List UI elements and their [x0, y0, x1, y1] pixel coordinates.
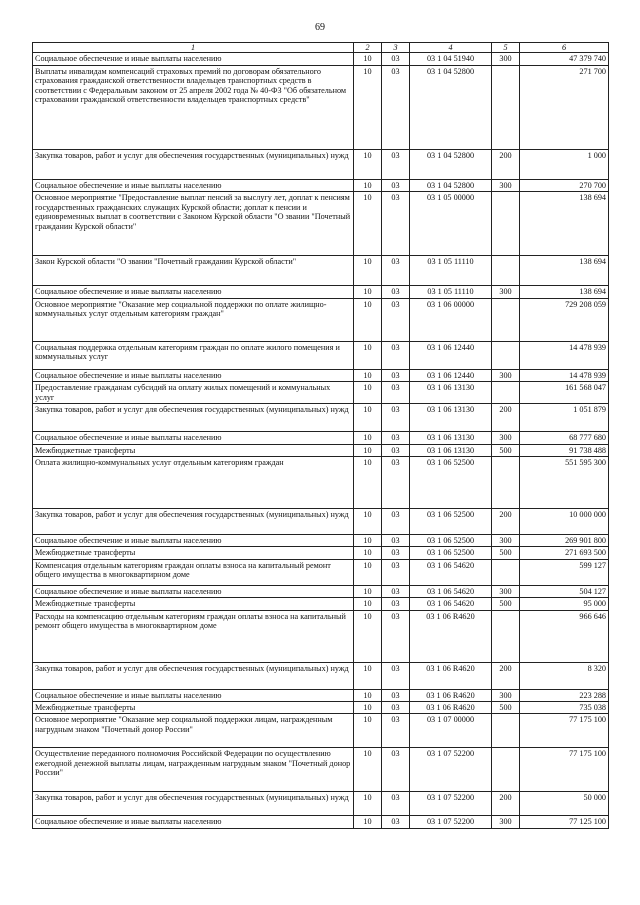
cell-section: 10	[354, 404, 382, 432]
cell-target-article: 03 1 06 54620	[410, 598, 492, 610]
cell-expense-type: 300	[492, 585, 520, 597]
table-row	[33, 65, 609, 149]
cell-section: 10	[354, 714, 382, 748]
cell-subsection: 03	[382, 444, 410, 456]
cell-amount: 77 175 100	[520, 714, 609, 748]
cell-subsection: 03	[382, 149, 410, 179]
cell-amount: 551 595 300	[520, 456, 609, 508]
cell-expense-type	[492, 748, 520, 792]
header-col-6: 6	[520, 43, 609, 53]
cell-subsection: 03	[382, 534, 410, 546]
cell-target-article: 03 1 06 52500	[410, 547, 492, 559]
cell-section: 10	[354, 547, 382, 559]
cell-amount: 138 694	[520, 192, 609, 256]
cell-target-article: 03 1 07 52200	[410, 792, 492, 816]
cell-name: Межбюджетные трансферты	[33, 547, 354, 559]
cell-subsection: 03	[382, 256, 410, 286]
cell-amount: 138 694	[520, 286, 609, 298]
cell-subsection: 03	[382, 508, 410, 534]
cell-section: 10	[354, 610, 382, 662]
cell-subsection: 03	[382, 792, 410, 816]
cell-name: Закон Курской области "О звании "Почетный гражданин Курской области"	[33, 256, 354, 286]
cell-subsection: 03	[382, 559, 410, 585]
table-row	[33, 662, 609, 689]
cell-section: 10	[354, 53, 382, 65]
cell-expense-type	[492, 298, 520, 341]
cell-target-article: 03 1 05 11110	[410, 256, 492, 286]
cell-amount: 1 000	[520, 149, 609, 179]
cell-expense-type: 200	[492, 508, 520, 534]
cell-name: Социальное обеспечение и иные выплаты населению	[33, 816, 354, 828]
cell-amount: 223 288	[520, 689, 609, 701]
cell-section: 10	[354, 559, 382, 585]
cell-expense-type	[492, 382, 520, 404]
cell-amount: 966 646	[520, 610, 609, 662]
cell-subsection: 03	[382, 286, 410, 298]
cell-target-article: 03 1 06 52500	[410, 456, 492, 508]
cell-expense-type: 300	[492, 689, 520, 701]
cell-subsection: 03	[382, 816, 410, 828]
cell-amount: 14 478 939	[520, 341, 609, 369]
cell-target-article: 03 1 07 00000	[410, 714, 492, 748]
cell-target-article: 03 1 06 54620	[410, 585, 492, 597]
header-col-1: 1	[33, 43, 354, 53]
cell-subsection: 03	[382, 585, 410, 597]
cell-expense-type	[492, 192, 520, 256]
cell-target-article: 03 1 07 52200	[410, 748, 492, 792]
cell-amount: 77 125 100	[520, 816, 609, 828]
table-row	[33, 298, 609, 341]
table-row	[33, 341, 609, 369]
cell-expense-type	[492, 714, 520, 748]
cell-amount: 271 700	[520, 65, 609, 149]
cell-subsection: 03	[382, 404, 410, 432]
cell-target-article: 03 1 05 11110	[410, 286, 492, 298]
table-row	[33, 714, 609, 748]
cell-expense-type: 200	[492, 662, 520, 689]
cell-expense-type	[492, 341, 520, 369]
cell-subsection: 03	[382, 298, 410, 341]
cell-amount: 599 127	[520, 559, 609, 585]
cell-name: Закупка товаров, работ и услуг для обеспечения государственных (муниципальных) нужд	[33, 662, 354, 689]
table-row	[33, 547, 609, 559]
cell-expense-type: 300	[492, 53, 520, 65]
cell-name: Социальное обеспечение и иные выплаты населению	[33, 53, 354, 65]
table-row	[33, 585, 609, 597]
table-row	[33, 534, 609, 546]
cell-subsection: 03	[382, 65, 410, 149]
cell-name: Закупка товаров, работ и услуг для обеспечения государственных (муниципальных) нужд	[33, 404, 354, 432]
cell-expense-type: 300	[492, 816, 520, 828]
table-row	[33, 508, 609, 534]
cell-target-article: 03 1 04 52800	[410, 149, 492, 179]
cell-name: Основное мероприятие "Предоставление выплат пенсий за выслугу лет, доплат к пенсиям государственных гражданских служащих Курской области; доплат к пенсии и единовременных выплат в соответствии с Законом Курской области "О звании "Почетный гражданин Курской области"	[33, 192, 354, 256]
cell-expense-type: 200	[492, 792, 520, 816]
table-row	[33, 369, 609, 381]
cell-subsection: 03	[382, 748, 410, 792]
cell-target-article: 03 1 04 52800	[410, 65, 492, 149]
table-row	[33, 404, 609, 432]
cell-subsection: 03	[382, 547, 410, 559]
cell-target-article: 03 1 04 52800	[410, 179, 492, 191]
cell-name: Предоставление гражданам субсидий на оплату жилых помещений и коммунальных услуг	[33, 382, 354, 404]
cell-section: 10	[354, 382, 382, 404]
cell-expense-type	[492, 610, 520, 662]
cell-expense-type	[492, 256, 520, 286]
cell-name: Межбюджетные трансферты	[33, 598, 354, 610]
cell-name: Расходы на компенсацию отдельным категориям граждан оплаты взноса на капитальный ремонт общего имущества в многоквартирном доме	[33, 610, 354, 662]
cell-amount: 270 700	[520, 179, 609, 191]
cell-target-article: 03 1 06 13130	[410, 404, 492, 432]
cell-name: Закупка товаров, работ и услуг для обеспечения государственных (муниципальных) нужд	[33, 149, 354, 179]
cell-subsection: 03	[382, 53, 410, 65]
cell-expense-type	[492, 559, 520, 585]
cell-expense-type: 300	[492, 534, 520, 546]
cell-name: Основное мероприятие "Оказание мер социальной поддержки по оплате жилищно-коммунальных услуг отдельным категориям граждан"	[33, 298, 354, 341]
cell-expense-type: 300	[492, 286, 520, 298]
cell-section: 10	[354, 598, 382, 610]
cell-subsection: 03	[382, 179, 410, 191]
cell-target-article: 03 1 06 13130	[410, 382, 492, 404]
cell-subsection: 03	[382, 689, 410, 701]
table-row	[33, 792, 609, 816]
header-col-2: 2	[354, 43, 382, 53]
cell-target-article: 03 1 06 52500	[410, 534, 492, 546]
cell-target-article: 03 1 06 12440	[410, 369, 492, 381]
cell-target-article: 03 1 06 13130	[410, 432, 492, 444]
table-row	[33, 610, 609, 662]
cell-subsection: 03	[382, 432, 410, 444]
cell-amount: 735 038	[520, 702, 609, 714]
cell-subsection: 03	[382, 382, 410, 404]
table-row	[33, 702, 609, 714]
cell-section: 10	[354, 256, 382, 286]
cell-amount: 8 320	[520, 662, 609, 689]
cell-name: Осуществление переданного полномочия Российской Федерации по осуществлению ежегодной денежной выплаты лицам, награжденным нагрудным знаком "Почетный донор России"	[33, 748, 354, 792]
cell-amount: 95 000	[520, 598, 609, 610]
table-row	[33, 256, 609, 286]
cell-amount: 138 694	[520, 256, 609, 286]
cell-name: Выплаты инвалидам компенсаций страховых премий по договорам обязательного страхования гражданской ответственности владельцев транспортных средств в соответствии с Федеральным законом от 25 апреля 2002 года № 40-ФЗ "Об обязательном страховании гражданской ответственности владельцев транспортных средств"	[33, 65, 354, 149]
cell-target-article: 03 1 06 54620	[410, 559, 492, 585]
table-row	[33, 456, 609, 508]
cell-target-article: 03 1 04 51940	[410, 53, 492, 65]
cell-subsection: 03	[382, 192, 410, 256]
cell-amount: 271 693 500	[520, 547, 609, 559]
table-row	[33, 382, 609, 404]
cell-amount: 68 777 680	[520, 432, 609, 444]
cell-section: 10	[354, 662, 382, 689]
cell-target-article: 03 1 06 R4620	[410, 689, 492, 701]
cell-section: 10	[354, 508, 382, 534]
cell-amount: 50 000	[520, 792, 609, 816]
cell-subsection: 03	[382, 702, 410, 714]
cell-name: Оплата жилищно-коммунальных услуг отдельным категориям граждан	[33, 456, 354, 508]
cell-target-article: 03 1 06 13130	[410, 444, 492, 456]
cell-target-article: 03 1 06 00000	[410, 298, 492, 341]
table-row	[33, 286, 609, 298]
table-row	[33, 444, 609, 456]
cell-subsection: 03	[382, 456, 410, 508]
header-col-3: 3	[382, 43, 410, 53]
table-row	[33, 816, 609, 828]
cell-target-article: 03 1 06 12440	[410, 341, 492, 369]
cell-name: Социальная поддержка отдельным категориям граждан по оплате жилого помещения и коммунальных услуг	[33, 341, 354, 369]
cell-name: Закупка товаров, работ и услуг для обеспечения государственных (муниципальных) нужд	[33, 508, 354, 534]
cell-amount: 729 208 059	[520, 298, 609, 341]
cell-amount: 91 738 488	[520, 444, 609, 456]
table-row	[33, 748, 609, 792]
cell-section: 10	[354, 444, 382, 456]
cell-name: Закупка товаров, работ и услуг для обеспечения государственных (муниципальных) нужд	[33, 792, 354, 816]
header-col-5: 5	[492, 43, 520, 53]
cell-expense-type: 500	[492, 598, 520, 610]
cell-amount: 77 175 100	[520, 748, 609, 792]
cell-amount: 269 901 800	[520, 534, 609, 546]
table-row	[33, 689, 609, 701]
cell-name: Основное мероприятие "Оказание мер социальной поддержки лицам, награжденным нагрудным знаком "Почетный донор России"	[33, 714, 354, 748]
cell-amount: 1 051 879	[520, 404, 609, 432]
cell-section: 10	[354, 702, 382, 714]
cell-section: 10	[354, 286, 382, 298]
header-row	[33, 43, 609, 53]
cell-expense-type	[492, 456, 520, 508]
cell-subsection: 03	[382, 714, 410, 748]
cell-name: Социальное обеспечение и иные выплаты населению	[33, 179, 354, 191]
cell-amount: 10 000 000	[520, 508, 609, 534]
cell-section: 10	[354, 369, 382, 381]
cell-expense-type: 200	[492, 149, 520, 179]
cell-name: Межбюджетные трансферты	[33, 702, 354, 714]
cell-amount: 161 568 047	[520, 382, 609, 404]
cell-name: Социальное обеспечение и иные выплаты населению	[33, 286, 354, 298]
cell-target-article: 03 1 06 R4620	[410, 662, 492, 689]
cell-amount: 47 379 740	[520, 53, 609, 65]
table-row	[33, 192, 609, 256]
cell-target-article: 03 1 06 R4620	[410, 702, 492, 714]
table-row	[33, 149, 609, 179]
cell-section: 10	[354, 432, 382, 444]
cell-expense-type: 300	[492, 369, 520, 381]
cell-name: Компенсация отдельным категориям граждан оплаты взноса на капитальный ремонт общего имущества в многоквартирном доме	[33, 559, 354, 585]
cell-name: Межбюджетные трансферты	[33, 444, 354, 456]
header-col-4: 4	[410, 43, 492, 53]
cell-subsection: 03	[382, 610, 410, 662]
cell-target-article: 03 1 07 52200	[410, 816, 492, 828]
table-row	[33, 598, 609, 610]
cell-section: 10	[354, 816, 382, 828]
cell-name: Социальное обеспечение и иные выплаты населению	[33, 369, 354, 381]
cell-section: 10	[354, 192, 382, 256]
cell-subsection: 03	[382, 598, 410, 610]
cell-expense-type: 500	[492, 702, 520, 714]
cell-subsection: 03	[382, 369, 410, 381]
cell-section: 10	[354, 298, 382, 341]
cell-expense-type: 300	[492, 432, 520, 444]
cell-section: 10	[354, 179, 382, 191]
cell-section: 10	[354, 341, 382, 369]
cell-expense-type	[492, 65, 520, 149]
cell-name: Социальное обеспечение и иные выплаты населению	[33, 432, 354, 444]
cell-amount: 504 127	[520, 585, 609, 597]
cell-name: Социальное обеспечение и иные выплаты населению	[33, 689, 354, 701]
cell-name: Социальное обеспечение и иные выплаты населению	[33, 534, 354, 546]
cell-section: 10	[354, 534, 382, 546]
cell-section: 10	[354, 149, 382, 179]
table-row	[33, 559, 609, 585]
cell-subsection: 03	[382, 341, 410, 369]
cell-name: Социальное обеспечение и иные выплаты населению	[33, 585, 354, 597]
table-row	[33, 179, 609, 191]
cell-expense-type: 200	[492, 404, 520, 432]
cell-section: 10	[354, 689, 382, 701]
cell-amount: 14 478 939	[520, 369, 609, 381]
cell-subsection: 03	[382, 662, 410, 689]
cell-section: 10	[354, 792, 382, 816]
cell-target-article: 03 1 05 00000	[410, 192, 492, 256]
cell-expense-type: 500	[492, 444, 520, 456]
table-row	[33, 53, 609, 65]
cell-section: 10	[354, 748, 382, 792]
budget-table	[32, 42, 609, 829]
cell-target-article: 03 1 06 52500	[410, 508, 492, 534]
cell-section: 10	[354, 456, 382, 508]
cell-section: 10	[354, 585, 382, 597]
page-number: 69	[315, 22, 325, 33]
table-row	[33, 432, 609, 444]
cell-section: 10	[354, 65, 382, 149]
cell-expense-type: 500	[492, 547, 520, 559]
cell-target-article: 03 1 06 R4620	[410, 610, 492, 662]
cell-expense-type: 300	[492, 179, 520, 191]
